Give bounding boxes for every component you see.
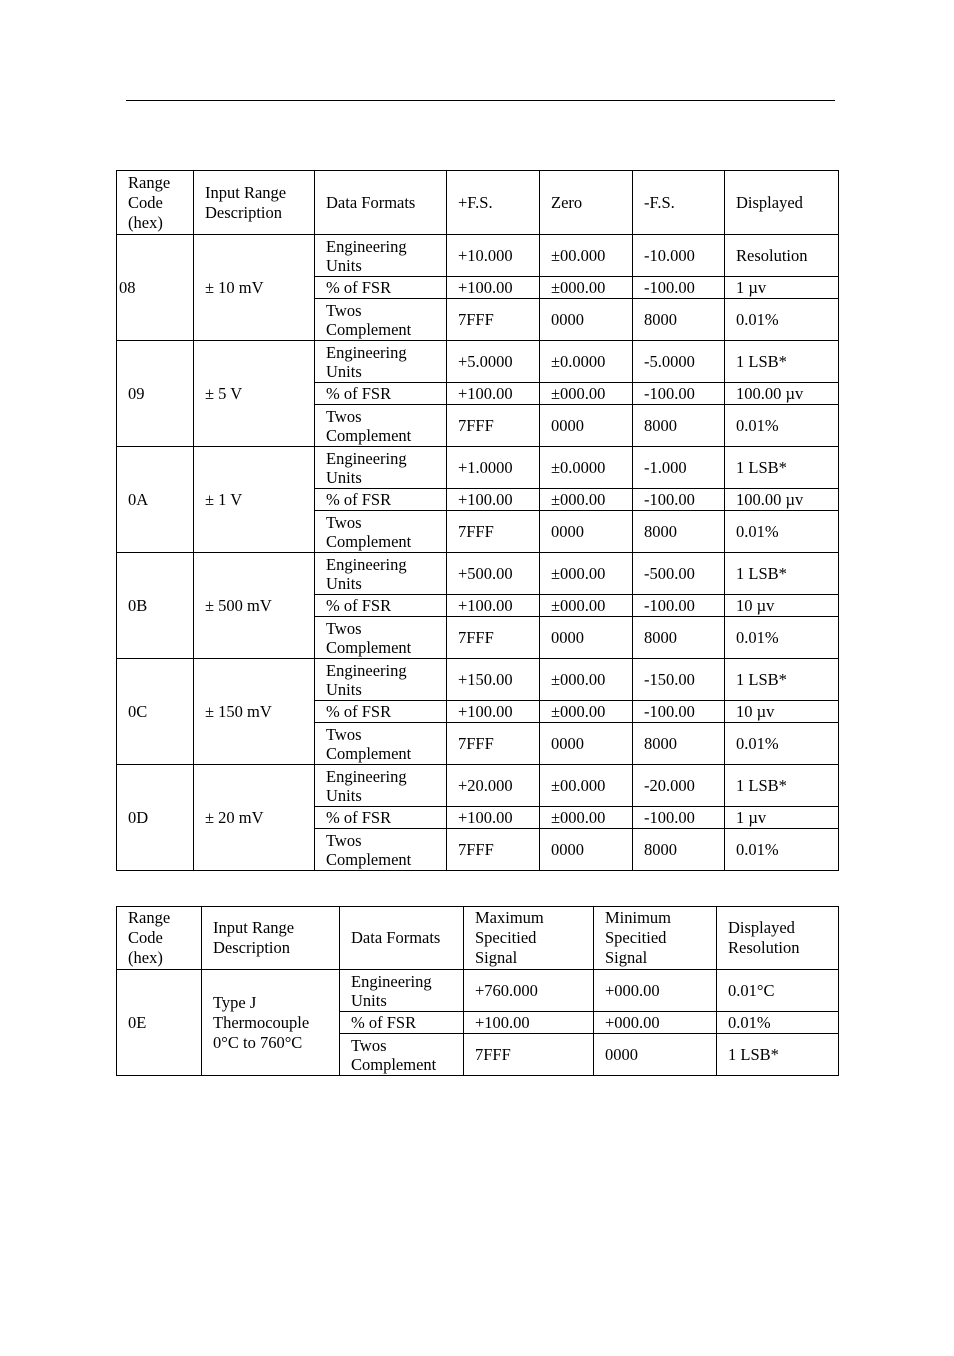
fs-neg-cell: -100.00 bbox=[633, 595, 725, 617]
displayed-cell: 1 LSB* bbox=[725, 765, 839, 807]
fs-pos-cell: +150.00 bbox=[447, 659, 540, 701]
fs-pos-cell: +20.000 bbox=[447, 765, 540, 807]
displayed-cell: 0.01% bbox=[725, 299, 839, 341]
input-range-cell: ± 5 V bbox=[194, 341, 315, 447]
fs-pos-cell: 7FFF bbox=[447, 511, 540, 553]
fs-pos-cell: +100.00 bbox=[447, 595, 540, 617]
range-code-cell: 0E bbox=[117, 970, 202, 1076]
table-row bbox=[117, 659, 839, 701]
fs-neg-cell: -20.000 bbox=[633, 765, 725, 807]
fs-pos-cell: +100.00 bbox=[447, 383, 540, 405]
min-signal-cell: 0000 bbox=[594, 1034, 717, 1076]
table-row bbox=[117, 235, 839, 277]
range-code-cell: 0B bbox=[117, 553, 194, 659]
header-range-code: Range Code (hex) bbox=[117, 171, 194, 235]
fs-pos-cell: 7FFF bbox=[447, 617, 540, 659]
fs-neg-cell: 8000 bbox=[633, 511, 725, 553]
displayed-cell: 1 LSB* bbox=[725, 553, 839, 595]
fs-neg-cell: 8000 bbox=[633, 617, 725, 659]
data-format-cell: % of FSR bbox=[315, 277, 447, 299]
data-format-cell: Engineering Units bbox=[315, 659, 447, 701]
displayed-cell: 0.01% bbox=[725, 511, 839, 553]
fs-neg-cell: -1.000 bbox=[633, 447, 725, 489]
data-format-cell: Engineering Units bbox=[315, 447, 447, 489]
table-row bbox=[117, 447, 839, 489]
header-displayed-resolution: Displayed Resolution bbox=[717, 907, 839, 970]
zero-cell: ±000.00 bbox=[540, 553, 633, 595]
displayed-cell: 0.01% bbox=[725, 617, 839, 659]
input-range-cell: ± 10 mV bbox=[194, 235, 315, 341]
header-displayed: Displayed bbox=[725, 171, 839, 235]
zero-cell: 0000 bbox=[540, 511, 633, 553]
fs-pos-cell: 7FFF bbox=[447, 405, 540, 447]
fs-neg-cell: -500.00 bbox=[633, 553, 725, 595]
fs-pos-cell: +10.000 bbox=[447, 235, 540, 277]
data-format-cell: Twos Complement bbox=[315, 829, 447, 871]
zero-cell: 0000 bbox=[540, 299, 633, 341]
zero-cell: 0000 bbox=[540, 829, 633, 871]
data-format-cell: Engineering Units bbox=[315, 765, 447, 807]
displayed-cell: 1 LSB* bbox=[725, 659, 839, 701]
max-signal-cell: +100.00 bbox=[464, 1012, 594, 1034]
fs-neg-cell: 8000 bbox=[633, 299, 725, 341]
fs-pos-cell: +500.00 bbox=[447, 553, 540, 595]
header-fs-pos: +F.S. bbox=[447, 171, 540, 235]
range-code-cell: 0D bbox=[117, 765, 194, 871]
header-fs-neg: -F.S. bbox=[633, 171, 725, 235]
displayed-resolution-cell: 0.01% bbox=[717, 1012, 839, 1034]
data-format-cell: % of FSR bbox=[340, 1012, 464, 1034]
data-format-cell: Twos Complement bbox=[315, 299, 447, 341]
table-row bbox=[117, 970, 839, 1012]
zero-cell: ±000.00 bbox=[540, 383, 633, 405]
data-format-cell: Engineering Units bbox=[315, 553, 447, 595]
header-max-signal: Maximum Specitied Signal bbox=[464, 907, 594, 970]
data-format-cell: % of FSR bbox=[315, 489, 447, 511]
zero-cell: ±00.000 bbox=[540, 235, 633, 277]
max-signal-cell: 7FFF bbox=[464, 1034, 594, 1076]
fs-neg-cell: -150.00 bbox=[633, 659, 725, 701]
zero-cell: ±0.0000 bbox=[540, 447, 633, 489]
data-format-cell: Twos Complement bbox=[315, 723, 447, 765]
displayed-cell: 1 µv bbox=[725, 807, 839, 829]
fs-pos-cell: +100.00 bbox=[447, 807, 540, 829]
data-format-cell: Engineering Units bbox=[315, 235, 447, 277]
displayed-cell: Resolution bbox=[725, 235, 839, 277]
header-rule bbox=[126, 100, 835, 101]
table-row bbox=[117, 341, 839, 383]
fs-neg-cell: 8000 bbox=[633, 829, 725, 871]
table-header-row bbox=[117, 907, 839, 970]
zero-cell: ±000.00 bbox=[540, 659, 633, 701]
displayed-cell: 0.01% bbox=[725, 405, 839, 447]
data-format-cell: % of FSR bbox=[315, 701, 447, 723]
fs-pos-cell: +100.00 bbox=[447, 489, 540, 511]
input-range-cell: Type J Thermocouple 0°C to 760°C bbox=[202, 970, 340, 1076]
zero-cell: 0000 bbox=[540, 617, 633, 659]
zero-cell: ±0.0000 bbox=[540, 341, 633, 383]
fs-neg-cell: 8000 bbox=[633, 405, 725, 447]
fs-pos-cell: 7FFF bbox=[447, 299, 540, 341]
displayed-cell: 1 LSB* bbox=[725, 341, 839, 383]
range-code-cell: 08 bbox=[117, 235, 194, 341]
range-code-cell: 0C bbox=[117, 659, 194, 765]
data-format-cell: Engineering Units bbox=[315, 341, 447, 383]
displayed-cell: 1 µv bbox=[725, 277, 839, 299]
input-range-cell: ± 1 V bbox=[194, 447, 315, 553]
displayed-cell: 1 LSB* bbox=[725, 447, 839, 489]
zero-cell: ±000.00 bbox=[540, 701, 633, 723]
header-input-range: Input Range Description bbox=[194, 171, 315, 235]
fs-pos-cell: +100.00 bbox=[447, 701, 540, 723]
displayed-cell: 0.01% bbox=[725, 723, 839, 765]
range-code-cell: 09 bbox=[117, 341, 194, 447]
fs-pos-cell: +100.00 bbox=[447, 277, 540, 299]
min-signal-cell: +000.00 bbox=[594, 1012, 717, 1034]
zero-cell: 0000 bbox=[540, 405, 633, 447]
header-min-signal: Minimum Specitied Signal bbox=[594, 907, 717, 970]
displayed-cell: 10 µv bbox=[725, 701, 839, 723]
data-format-cell: Twos Complement bbox=[340, 1034, 464, 1076]
zero-cell: ±00.000 bbox=[540, 765, 633, 807]
zero-cell: ±000.00 bbox=[540, 807, 633, 829]
header-zero: Zero bbox=[540, 171, 633, 235]
input-range-cell: ± 150 mV bbox=[194, 659, 315, 765]
table-row bbox=[117, 553, 839, 595]
displayed-resolution-cell: 0.01°C bbox=[717, 970, 839, 1012]
header-range-code: Range Code (hex) bbox=[117, 907, 202, 970]
header-data-formats: Data Formats bbox=[340, 907, 464, 970]
min-signal-cell: +000.00 bbox=[594, 970, 717, 1012]
data-format-cell: Twos Complement bbox=[315, 617, 447, 659]
fs-neg-cell: -100.00 bbox=[633, 383, 725, 405]
range-table-1 bbox=[116, 170, 839, 871]
fs-pos-cell: 7FFF bbox=[447, 723, 540, 765]
zero-cell: ±000.00 bbox=[540, 489, 633, 511]
fs-pos-cell: 7FFF bbox=[447, 829, 540, 871]
fs-neg-cell: -10.000 bbox=[633, 235, 725, 277]
zero-cell: 0000 bbox=[540, 723, 633, 765]
fs-neg-cell: -100.00 bbox=[633, 277, 725, 299]
max-signal-cell: +760.000 bbox=[464, 970, 594, 1012]
fs-neg-cell: -100.00 bbox=[633, 701, 725, 723]
data-format-cell: Twos Complement bbox=[315, 405, 447, 447]
zero-cell: ±000.00 bbox=[540, 595, 633, 617]
displayed-cell: 100.00 µv bbox=[725, 489, 839, 511]
fs-pos-cell: +5.0000 bbox=[447, 341, 540, 383]
header-input-range: Input Range Description bbox=[202, 907, 340, 970]
zero-cell: ±000.00 bbox=[540, 277, 633, 299]
displayed-resolution-cell: 1 LSB* bbox=[717, 1034, 839, 1076]
displayed-cell: 10 µv bbox=[725, 595, 839, 617]
fs-neg-cell: -5.0000 bbox=[633, 341, 725, 383]
table-row bbox=[117, 765, 839, 807]
displayed-cell: 0.01% bbox=[725, 829, 839, 871]
table-header-row bbox=[117, 171, 839, 235]
fs-neg-cell: -100.00 bbox=[633, 489, 725, 511]
fs-neg-cell: 8000 bbox=[633, 723, 725, 765]
fs-neg-cell: -100.00 bbox=[633, 807, 725, 829]
input-range-cell: ± 20 mV bbox=[194, 765, 315, 871]
data-format-cell: % of FSR bbox=[315, 807, 447, 829]
data-format-cell: Twos Complement bbox=[315, 511, 447, 553]
fs-pos-cell: +1.0000 bbox=[447, 447, 540, 489]
range-table-2 bbox=[116, 906, 839, 1076]
displayed-cell: 100.00 µv bbox=[725, 383, 839, 405]
data-format-cell: Engineering Units bbox=[340, 970, 464, 1012]
range-code-cell: 0A bbox=[117, 447, 194, 553]
header-data-formats: Data Formats bbox=[315, 171, 447, 235]
data-format-cell: % of FSR bbox=[315, 383, 447, 405]
input-range-cell: ± 500 mV bbox=[194, 553, 315, 659]
data-format-cell: % of FSR bbox=[315, 595, 447, 617]
